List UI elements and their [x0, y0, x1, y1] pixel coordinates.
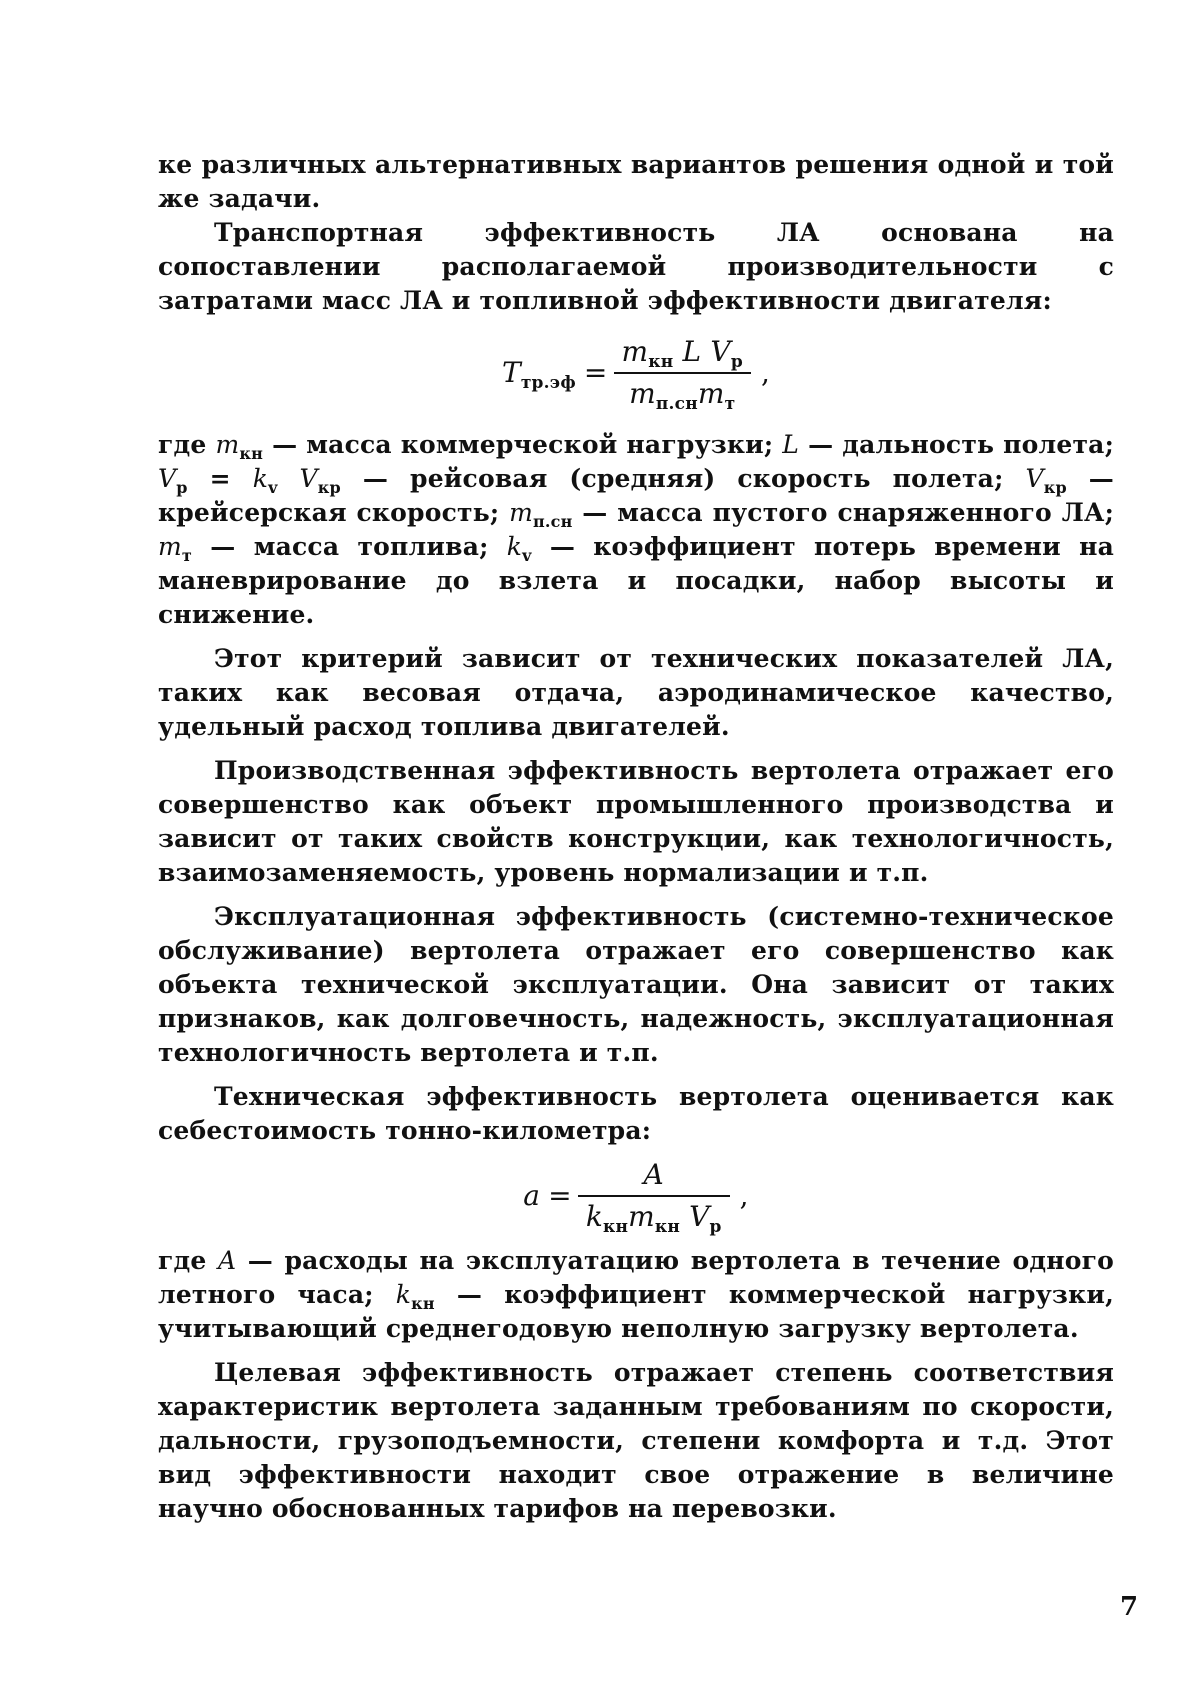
- transport-paragraph: [158, 216, 1114, 318]
- formula1-den-m2: m: [697, 377, 725, 410]
- formula2-lhs: a: [523, 1179, 541, 1212]
- intro-text: ке различных альтернативных вариантов решения одной и той же задачи.: [158, 150, 1114, 213]
- formula1-num-lv: L V: [682, 335, 731, 368]
- where1-Vkr2: V: [1025, 464, 1044, 493]
- where1-Vp: V: [158, 464, 177, 493]
- operational-paragraph: [158, 900, 1114, 1070]
- formula2-den-m-sub: кн: [654, 1217, 681, 1237]
- formula2-den-k: k: [585, 1200, 603, 1233]
- transport-term: Транспортная эффективность: [214, 218, 716, 247]
- technical-term: Техническая эффективность: [214, 1082, 658, 1111]
- formula2-den-v-sub: р: [709, 1217, 722, 1237]
- formula2-denominator: [578, 1197, 730, 1237]
- where1-text5: — масса пустого снаряженного ЛА;: [572, 498, 1114, 527]
- formula1-equals: =: [583, 356, 608, 389]
- where1-text7: — коэффициент потерь времени на маневрирование до взлета и посадки, набор высоты и снижение.: [158, 532, 1114, 629]
- transport-formula: [158, 318, 1114, 428]
- where1-kv2-sub: v: [522, 546, 532, 565]
- intro-paragraph: [158, 148, 1114, 216]
- where1-Vkr: V: [299, 464, 318, 493]
- formula2-den-k-sub: кн: [603, 1217, 629, 1237]
- where1-mt-sub: т: [181, 546, 193, 565]
- technical-formula: [158, 1148, 1114, 1244]
- where2-kkn-sub: кн: [411, 1294, 435, 1313]
- page-number: 7: [1120, 1592, 1139, 1622]
- where1-mkn: m: [215, 430, 240, 459]
- formula2-fraction: [578, 1155, 730, 1237]
- formula2-equals: =: [548, 1179, 572, 1212]
- formula2-den-m: m: [628, 1200, 655, 1233]
- technical-text: вертолета оценивается как себестоимость тонно-километра:: [158, 1082, 1114, 1145]
- where1-kv: k: [252, 464, 269, 493]
- where2-paragraph: [158, 1244, 1114, 1346]
- operational-text: (системно-техническое обслуживание) вертолета отражает его совершенство как объекта технической эксплуатации. Она зависит от таких признаков, как долговечность, надежность, эксплуатационная технологичность вертолета и т.п.: [158, 902, 1114, 1067]
- formula1-den-m2-sub: т: [724, 394, 736, 414]
- criterion-paragraph: [158, 642, 1114, 744]
- where1-paragraph: [158, 428, 1114, 632]
- where2-A: A: [218, 1246, 237, 1275]
- where1-Vp-sub: р: [176, 478, 188, 497]
- criterion-text: Этот критерий зависит от технических показателей ЛА, таких как весовая отдача, аэродинамическое качество, удельный расход топлива двигателей.: [158, 644, 1114, 741]
- transport-text: ЛА основана на сопоставлении располагаемой производительности с затратами масс ЛА и топливной эффективности двигателя:: [158, 218, 1115, 315]
- technical-paragraph: [158, 1080, 1114, 1148]
- operational-term: Эксплуатационная эффективность: [214, 902, 747, 931]
- where1-text4: — крейсерская скорость;: [158, 464, 1115, 527]
- formula1-num-v-sub: р: [730, 352, 743, 372]
- target-text: отражает степень соответствия характеристик вертолета заданным требованиям по скорости, дальности, грузоподъемности, степени комфорта и т.д. Этот вид эффективности находит свое отражение в величине научно обоснованных тарифов на перевозки.: [158, 1358, 1114, 1523]
- formula1-comma: ,: [760, 356, 771, 389]
- formula1-den-m1: m: [629, 377, 656, 410]
- body-text: [158, 148, 1114, 1526]
- where1-text3: — рейсовая (средняя) скорость полета;: [340, 464, 1026, 493]
- where1-kv2: k: [506, 532, 523, 561]
- where1-mpsn-sub: п.сн: [533, 512, 573, 531]
- production-term: Производственная эффективность: [214, 756, 739, 785]
- production-text: вертолета отражает его совершенство как объект промышленного производства и зависит от таких свойств конструкции, как технологичность, взаимозаменяемость, уровень нормализации и т.п.: [158, 756, 1114, 887]
- where1-text1: — масса коммерческой нагрузки;: [263, 430, 783, 459]
- formula1-fraction: [614, 332, 751, 414]
- where1-mt: m: [158, 532, 182, 561]
- where2-text1: — расходы на эксплуатацию вертолета в течение одного летного часа;: [158, 1246, 1115, 1309]
- formula1-lhs-symbol: T: [501, 356, 521, 389]
- formula1-denominator: [621, 374, 743, 414]
- target-paragraph: [158, 1356, 1114, 1526]
- where1-kv-sub: v: [268, 478, 278, 497]
- formula1-den-m1-sub: п.сн: [655, 394, 698, 414]
- where2-text2: — коэффициент коммерческой нагрузки, учитывающий среднегодовую неполную загрузку вертолета.: [158, 1280, 1114, 1343]
- where2-word: где: [158, 1246, 207, 1275]
- where1-text6: — масса топлива;: [192, 532, 507, 561]
- formula2-comma: ,: [739, 1179, 749, 1212]
- where1-eq: =: [187, 464, 253, 493]
- production-paragraph: [158, 754, 1114, 890]
- formula1-num-m-sub: кн: [648, 352, 674, 372]
- formula1-lhs-sub: тр.эф: [520, 373, 576, 393]
- where1-Vkr-sub: кр: [317, 478, 341, 497]
- where1-text2: — дальность полета;: [799, 430, 1114, 459]
- where1-Vkr2-sub: кр: [1043, 478, 1067, 497]
- where1-L: L: [782, 430, 800, 459]
- where1-mkn-sub: кн: [239, 444, 264, 463]
- formula2-den-v: V: [689, 1200, 710, 1233]
- formula2-numerator: A: [643, 1158, 664, 1191]
- where2-kkn: k: [395, 1280, 412, 1309]
- formula1-lhs: [501, 356, 576, 393]
- target-term: Целевая эффективность: [214, 1358, 593, 1387]
- formula1-num-m: m: [621, 335, 649, 368]
- where1-mpsn: m: [509, 498, 533, 527]
- formula1-numerator: [614, 332, 751, 372]
- where1-word: где: [158, 430, 207, 459]
